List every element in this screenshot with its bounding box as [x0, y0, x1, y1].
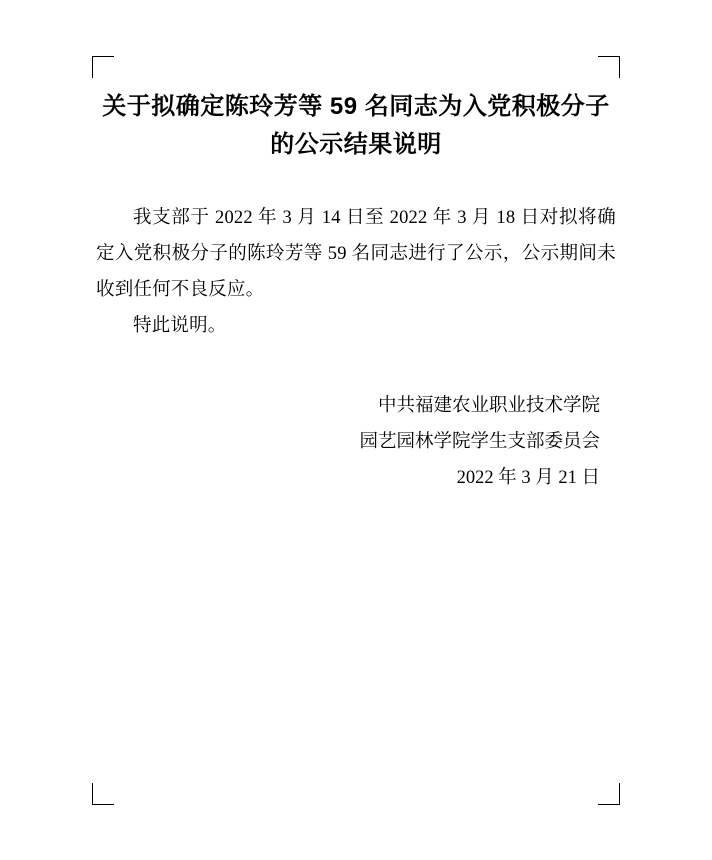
page-title-line-2: 的公示结果说明	[270, 131, 442, 158]
document-body	[96, 200, 616, 344]
signature-organization-line-1: 中共福建农业职业技术学院	[377, 396, 600, 416]
signature-organization-line-2: 园艺园林学院学生支部委员会	[359, 432, 600, 452]
signature-date: 2022 年 3 月 21 日	[456, 468, 600, 488]
body-paragraph-1: 我支部于 2022 年 3 月 14 日至 2022 年 3 月 18 日对拟将确定入党积极分子的陈玲芳等 59 名同志进行了公示，公示期间未收到任何不良反应。	[96, 208, 616, 300]
page-title	[96, 56, 616, 164]
document-content	[96, 56, 616, 496]
signature-block	[96, 388, 616, 496]
body-paragraph-2: 特此说明。	[133, 316, 227, 336]
page-title-line-1: 关于拟确定陈玲芳等 59 名同志为入党积极分子	[102, 93, 610, 120]
